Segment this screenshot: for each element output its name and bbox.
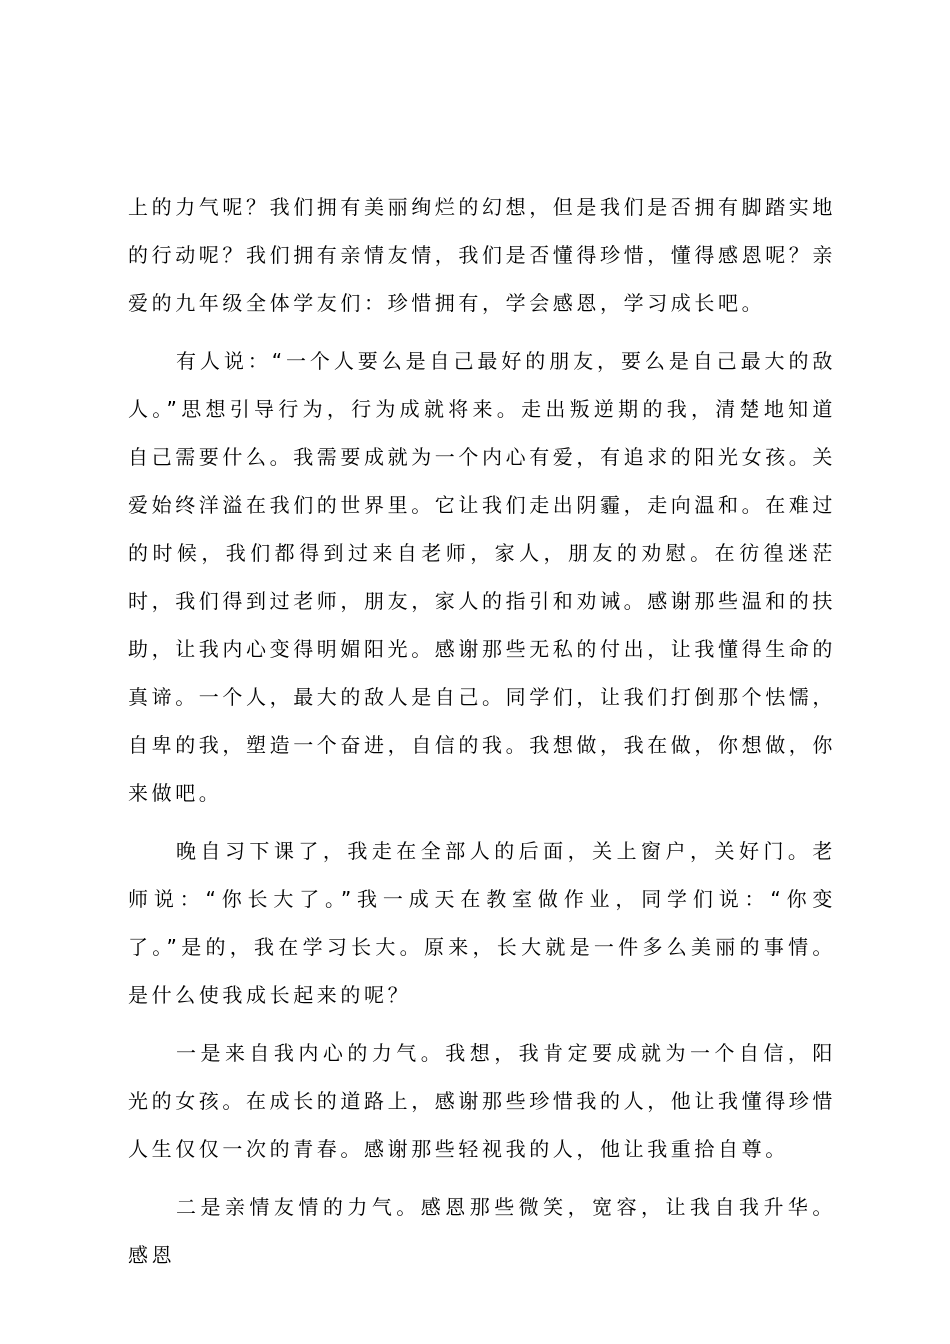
paragraph-1: 上的力气呢？我们拥有美丽绚烂的幻想，但是我们是否拥有脚踏实地的行动呢？我们拥有亲情友情，我们是否懂得珍惜，懂得感恩呢？亲爱的九年级全体学友们：珍惜拥有，学会感恩，学习成长吧。 — [128, 195, 836, 315]
paragraph-4: 一是来自我内心的力气。我想，我肯定要成就为一个自信，阳光的女孩。在成长的道路上，感谢那些珍惜我的人，他让我懂得珍惜人生仅仅一次的青春。感谢那些轻视我的人，他让我重拾自尊。 — [128, 1041, 836, 1161]
paragraph-2: 有人说：“一个人要么是自己最好的朋友，要么是自己最大的敌人。”思想引导行为，行为成就将来。走出叛逆期的我，清楚地知道自己需要什么。我需要成就为一个内心有爱，有追求的阳光女孩。关爱始终洋溢在我们的世界里。它让我们走出阴霾，走向温和。在难过的时候，我们都得到过来自老师，家人，朋友的劝慰。在彷徨迷茫时，我们得到过老师，朋友，家人的指引和劝诫。感谢那些温和的扶助，让我内心变得明媚阳光。感谢那些无私的付出，让我懂得生命的真谛。一个人，最大的敌人是自己。同学们，让我们打倒那个怯懦，自卑的我，塑造一个奋进，自信的我。我想做，我在做，你想做，你来做吧。 — [128, 349, 836, 805]
document-body — [128, 183, 836, 1279]
paragraph-5: 二是亲情友情的力气。感恩那些微笑，宽容，让我自我升华。感恩 — [128, 1195, 836, 1267]
paragraph-3: 晚自习下课了，我走在全部人的后面，关上窗户，关好门。老师说：“你长大了。”我一成天在教室做作业，同学们说：“你变了。”是的，我在学习长大。原来，长大就是一件多么美丽的事情。是什么使我成长起来的呢？ — [128, 839, 836, 1007]
